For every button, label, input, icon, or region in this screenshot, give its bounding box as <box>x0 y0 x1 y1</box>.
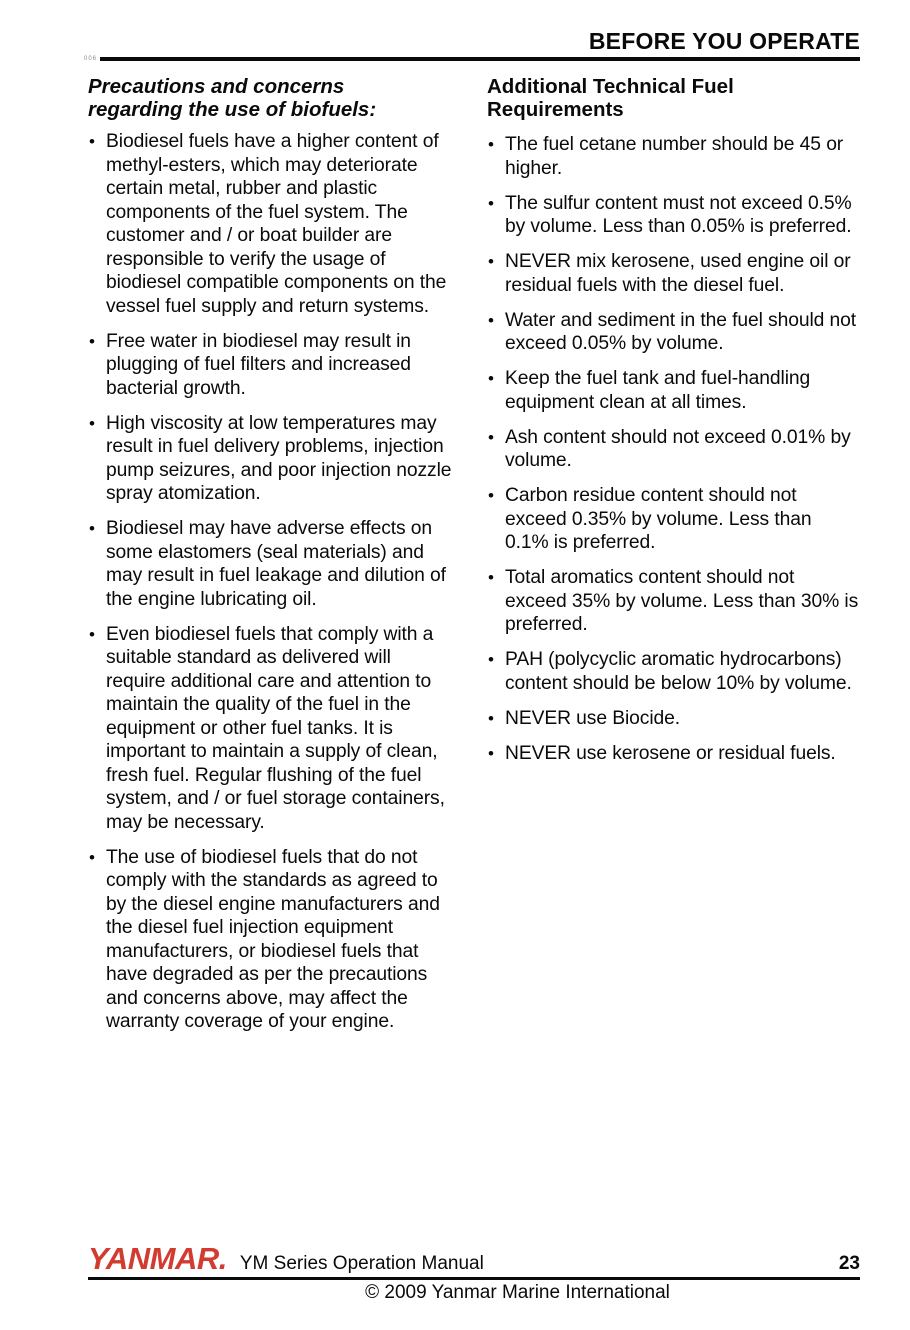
list-item <box>487 367 860 414</box>
right-column <box>487 75 860 1045</box>
list-item-text: The fuel cetane number should be 45 or higher. <box>505 134 844 179</box>
list-item-text: Even biodiesel fuels that comply with a suitable standard as delivered will require additional care and attention to maintain the quality of the fuel in the equipment or other fuel tanks. It is important to maintain a supply of clean, fresh fuel. Regular flushing of the fuel system, and / or fuel storage containers, may be necessary. <box>106 623 445 833</box>
right-column-heading: Additional Technical Fuel Requirements <box>487 75 734 121</box>
list-item-text: NEVER use Biocide. <box>505 707 681 729</box>
list-item-text: NEVER mix kerosene, used engine oil or residual fuels with the diesel fuel. <box>505 251 851 296</box>
left-column <box>88 75 455 1045</box>
list-item <box>487 648 860 695</box>
list-item-text: Carbon residue content should not exceed 0.35% by volume. Less than 0.1% is preferred. <box>505 485 812 553</box>
left-column-heading: Precautions and concerns regarding the use of biofuels: <box>88 75 377 121</box>
list-item-text: PAH (polycyclic aromatic hydrocarbons) content should be below 10% by volume. <box>505 649 852 694</box>
list-item <box>487 250 860 297</box>
list-item-text: Biodiesel fuels have a higher content of methyl-esters, which may deteriorate certain metal, rubber and plastic components of the fuel system. The customer and / or boat builder are responsible to verify the usage of biodiesel compatible components on the vessel fuel supply and return systems. <box>106 131 447 317</box>
list-item <box>487 484 860 555</box>
list-item <box>487 566 860 637</box>
manual-title: YM Series Operation Manual <box>239 1253 484 1274</box>
list-item <box>88 846 455 1034</box>
copyright-line: © 2009 Yanmar Marine International <box>365 1282 670 1303</box>
list-item-text: The sulfur content must not exceed 0.5% by volume. Less than 0.05% is preferred. <box>505 192 852 237</box>
list-item-text: Water and sediment in the fuel should not exceed 0.05% by volume. <box>505 309 857 354</box>
list-item-text: High viscosity at low temperatures may result in fuel delivery problems, injection pump seizures, and poor injection nozzle spray atomization. <box>106 412 452 504</box>
list-item <box>487 133 860 180</box>
fuel-requirements-list <box>487 133 860 765</box>
list-item-text: The use of biodiesel fuels that do not comply with the standards as agreed to by the diesel engine manufacturers and the diesel fuel injection equipment manufacturers, or biodiesel fuels that have degraded as per the precautions and concerns above, may affect the warranty coverage of your engine. <box>106 846 440 1032</box>
list-item <box>487 742 860 766</box>
list-item-text: Total aromatics content should not exceed 35% by volume. Less than 30% is preferred. <box>505 567 859 635</box>
biofuel-precautions-list <box>88 130 455 1034</box>
list-item <box>487 707 860 731</box>
footer-rule <box>88 1277 860 1280</box>
list-item <box>88 330 455 401</box>
page-number: 23 <box>838 1253 860 1274</box>
list-item <box>88 517 455 611</box>
page-content <box>88 75 860 1045</box>
list-item <box>88 412 455 506</box>
list-item-text: Keep the fuel tank and fuel-handling equipment clean at all times. <box>505 368 811 413</box>
list-item-text: Free water in biodiesel may result in plugging of fuel filters and increased bacterial growth. <box>106 330 411 399</box>
list-item <box>487 426 860 473</box>
header-rule-row <box>84 56 860 62</box>
list-item-text: Ash content should not exceed 0.01% by volume. <box>505 426 851 471</box>
print-mark: 006 <box>84 56 98 62</box>
list-item <box>88 130 455 318</box>
header-rule <box>100 57 860 61</box>
list-item <box>487 192 860 239</box>
footer <box>88 1243 860 1275</box>
list-item-text: NEVER use kerosene or residual fuels. <box>505 742 836 764</box>
page-title: BEFORE YOU OPERATE <box>588 28 860 54</box>
yanmar-logo: YANMAR. <box>88 1241 227 1276</box>
list-item <box>88 623 455 835</box>
list-item <box>487 309 860 356</box>
list-item-text: Biodiesel may have adverse effects on some elastomers (seal materials) and may result in fuel leakage and dilution of the engine lubricating oil. <box>106 518 446 610</box>
